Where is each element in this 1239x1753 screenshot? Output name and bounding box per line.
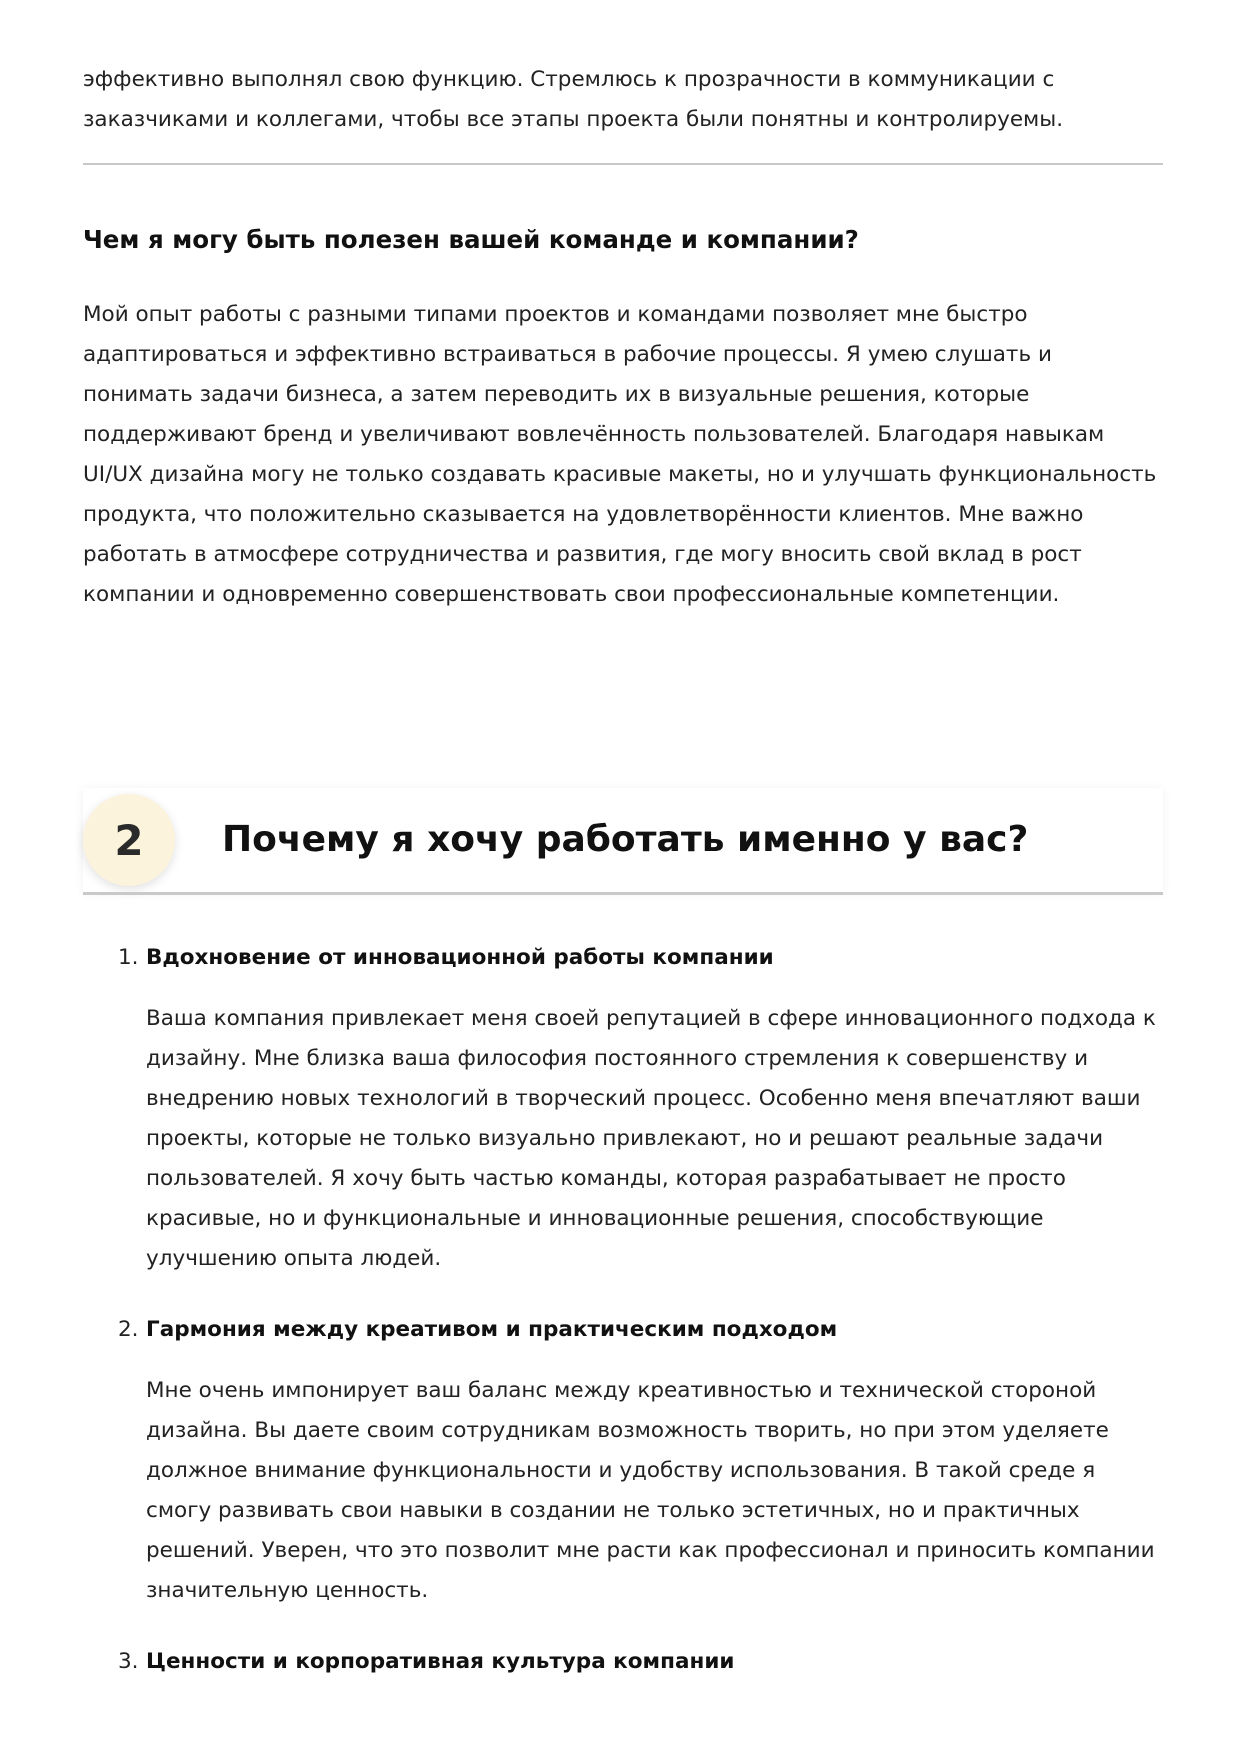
list-item: [83, 1642, 1163, 1682]
section-title: Почему я хочу работать именно у вас?: [222, 819, 1029, 860]
list-item-title: Гармония между креативом и практическим подходом: [146, 1317, 838, 1342]
list-item-number: 2.: [118, 1317, 139, 1342]
list-item-text: Ваша компания привлекает меня своей репутацией в сфере инновационного подхода к дизайну. Мне близка ваша философия постоянного стремления к совершенству и внедрению новых технологий в творческий процесс. Особенно меня впечатляют ваши проекты, которые не только визуально привлекают, но и решают реальные задачи пользователей. Я хочу быть частью команды, которая разрабатывает не просто красивые, но и функциональные и инновационные решения, способствующие улучшению опыта людей.: [146, 1006, 1156, 1271]
divider: [83, 163, 1163, 165]
list-item-number: 1.: [118, 945, 139, 970]
list-item-text: Мне очень импонирует ваш баланс между креативностью и технической стороной дизайна. Вы даете своим сотрудникам возможность творить, но при этом уделяете должное внимание функциональности и удобству использования. В такой среде я смогу развивать свои навыки в создании не только эстетичных, но и практичных решений. Уверен, что это позволит мне расти как профессионал и приносить компании значительную ценность.: [146, 1378, 1155, 1603]
section-header: [83, 788, 1163, 894]
list-item-number: 3.: [118, 1649, 139, 1674]
intro-paragraph: эффективно выполнял свою функцию. Стремлюсь к прозрачности в коммуникации с заказчиками и коллегами, чтобы все этапы проекта были понятны и контролируемы.: [83, 67, 1064, 132]
reasons-list: [83, 938, 1163, 1682]
list-item: [83, 1310, 1163, 1642]
section-number-badge: 2: [83, 794, 175, 886]
list-item: [83, 938, 1163, 1310]
section-divider: [83, 892, 1163, 895]
value-heading: Чем я могу быть полезен вашей команде и компании?: [83, 225, 859, 254]
list-item-title: Ценности и корпоративная культура компании: [146, 1649, 735, 1674]
value-paragraph: Мой опыт работы с разными типами проектов и командами позволяет мне быстро адаптироваться и эффективно встраиваться в рабочие процессы. Я умею слушать и понимать задачи бизнеса, а затем переводить их в визуальные решения, которые поддерживают бренд и увеличивают вовлечённость пользователей. Благодаря навыкам UI/UX дизайна могу не только создавать красивые макеты, но и улучшать функциональность продукта, что положительно сказывается на удовлетворённости клиентов. Мне важно работать в атмосфере сотрудничества и развития, где могу вносить свой вклад в рост компании и одновременно совершенствовать свои профессиональные компетенции.: [83, 302, 1157, 607]
list-item-title: Вдохновение от инновационной работы компании: [146, 945, 774, 970]
